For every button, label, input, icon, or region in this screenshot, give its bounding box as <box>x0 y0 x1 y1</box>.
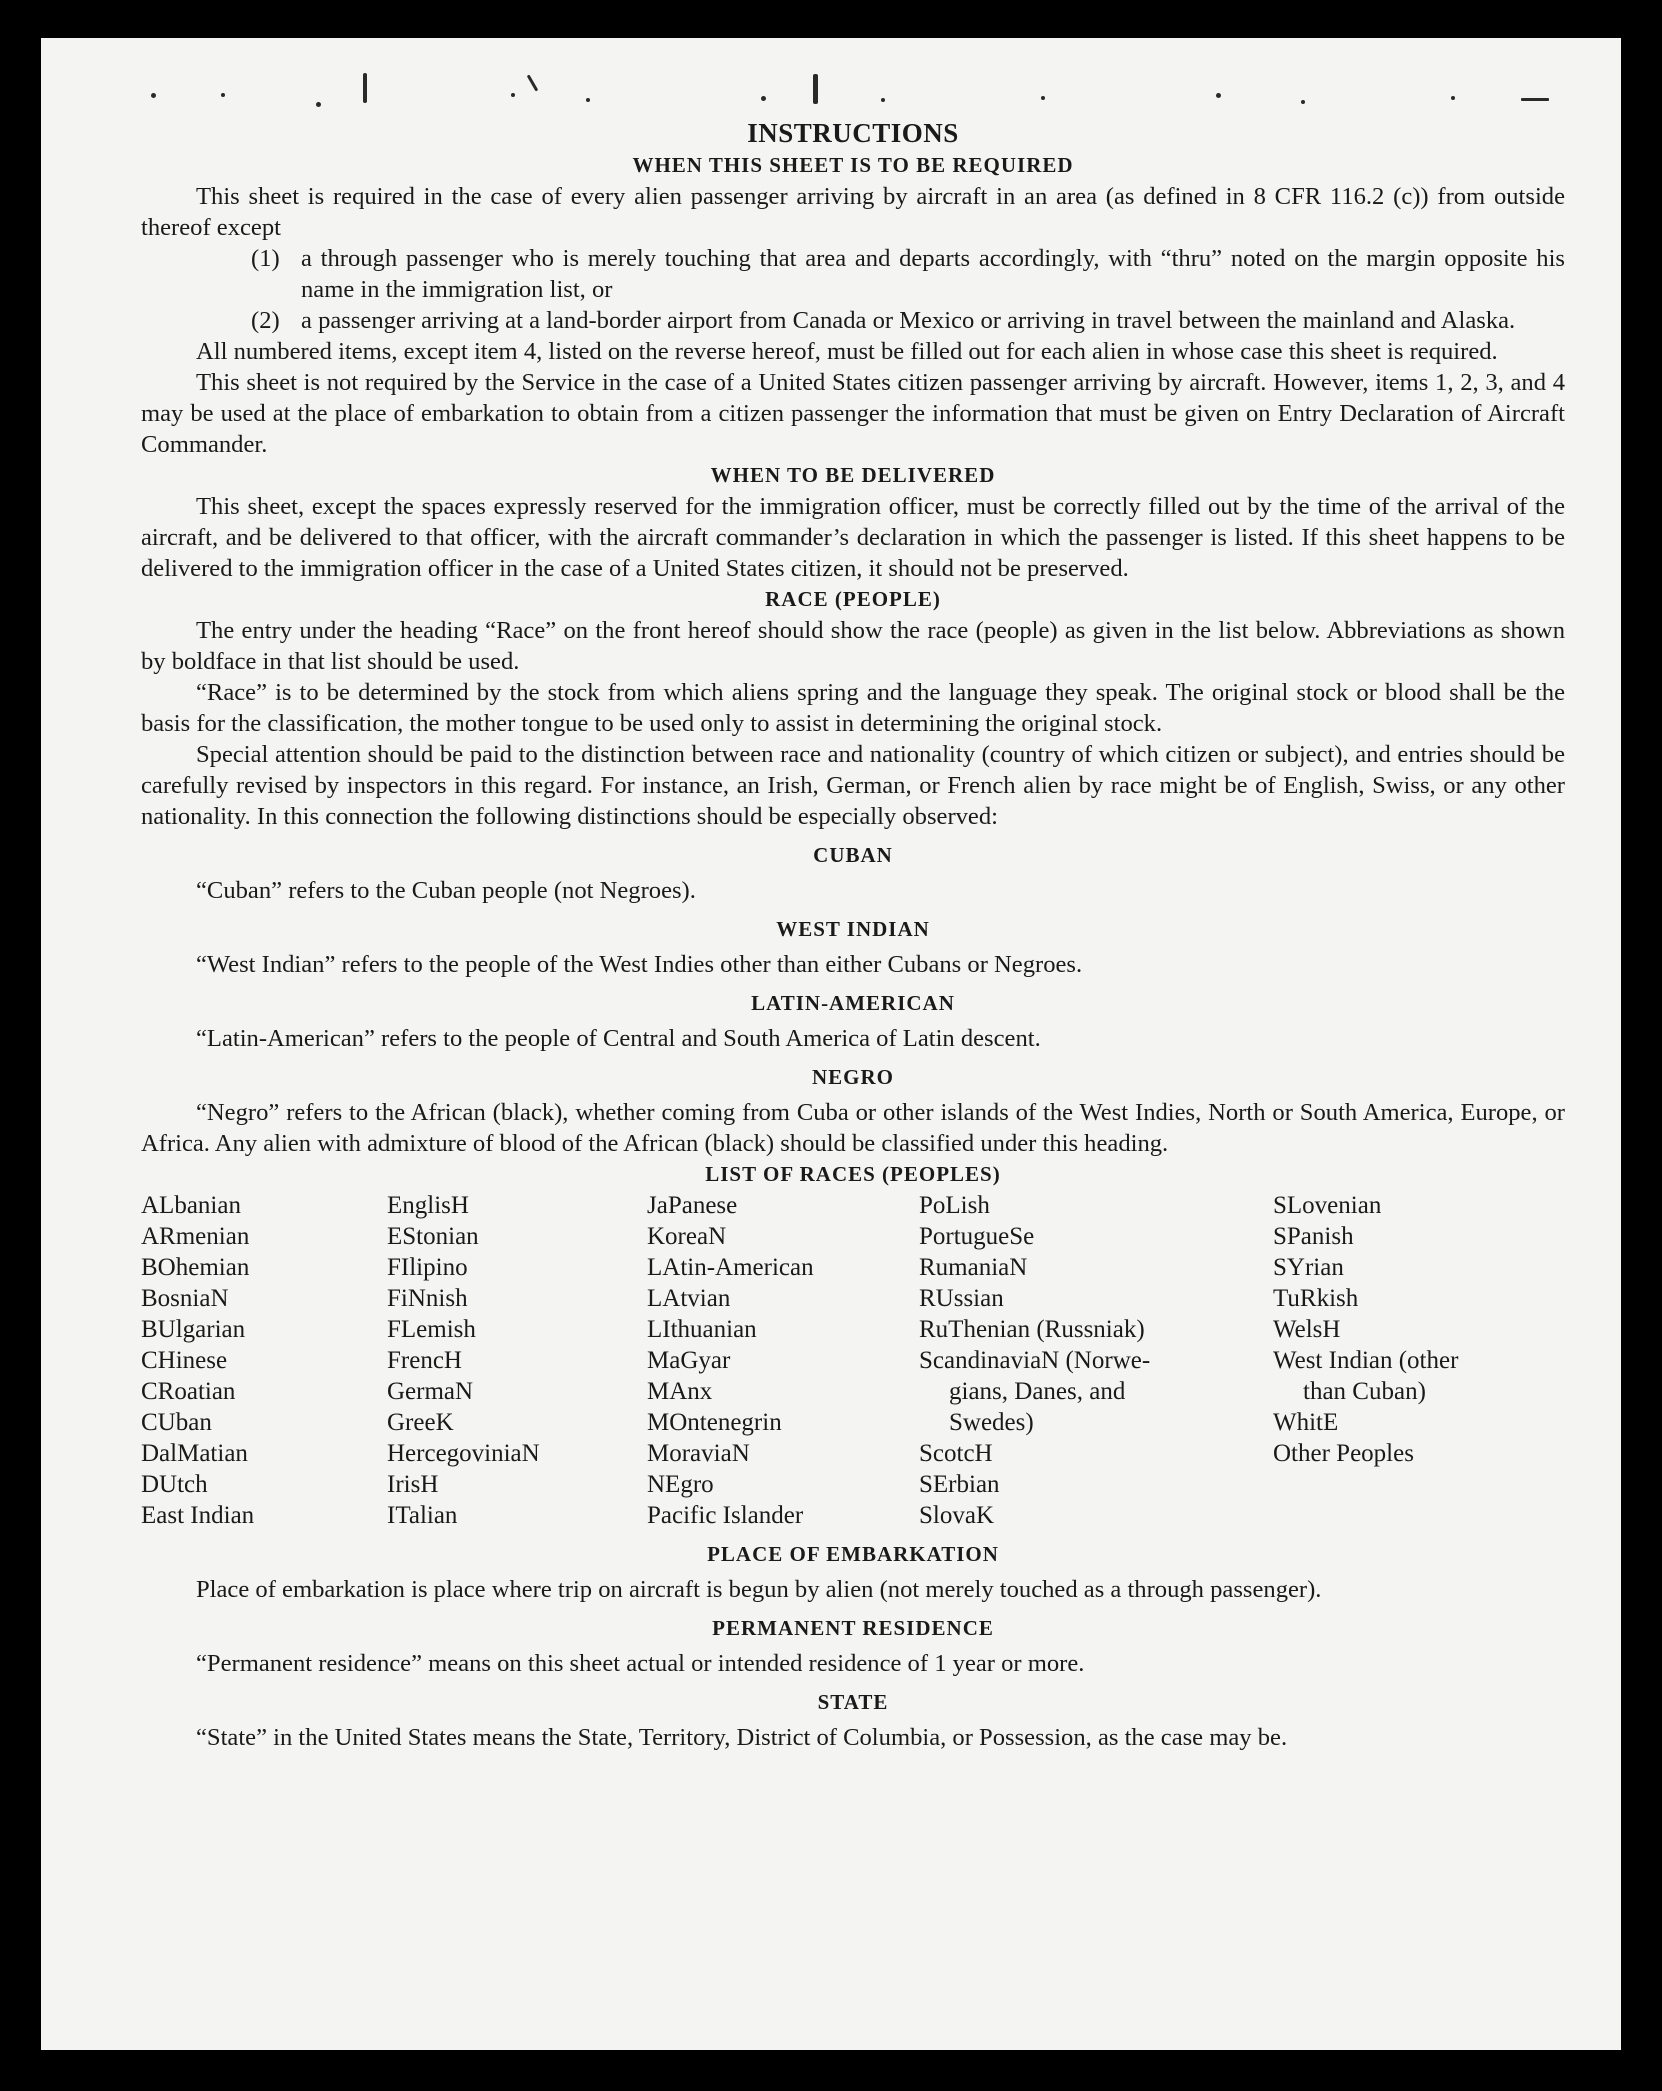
race-entry: DUtch <box>141 1471 208 1498</box>
race-entry: GermaN <box>387 1378 474 1405</box>
race-entry: FiNnish <box>387 1285 468 1312</box>
delivered-text: This sheet, except the spaces expressly reserved for the immigration officer, must be correctly filled out by the time of the arrival of the aircraft, and be delivered to that officer, with the aircraft commander’s declaration in which the passenger is listed. If this sheet happens to be delivered to the immigration officer in the case of a United States citizen, it should not be preserved. <box>141 493 1565 582</box>
race-entry: RuThenian (Russniak) <box>919 1316 1145 1343</box>
race-entry: KoreaN <box>647 1223 727 1250</box>
required-intro: This sheet is required in the case of every alien passenger arriving by aircraft in an area (as defined in 8 CFR 116.2 (c)) from outside thereof except <box>141 183 1565 241</box>
cuban-text: “Cuban” refers to the Cuban people (not Negroes). <box>196 877 696 904</box>
races-column-5 <box>1273 1190 1565 1531</box>
west-indian-text: “West Indian” refers to the people of the West Indies other than either Cubans or Negroes. <box>196 951 1083 978</box>
item-text: a through passenger who is merely touching that area and departs accordingly, with “thru” noted on the margin opposite his name in the immigration list, or <box>301 245 1565 303</box>
race-entry: NEgro <box>647 1471 714 1498</box>
race-entry: LAtvian <box>647 1285 731 1312</box>
races-column-1 <box>141 1190 387 1531</box>
race-entry: FrencH <box>387 1347 462 1374</box>
required-para-3: This sheet is not required by the Service in the case of a United States citizen passenger arriving by aircraft. However, items 1, 2, 3, and 4 may be used at the place of embarkation to obtain from a citizen passenger the information that must be given on Entry Declaration of Aircraft Commander. <box>141 369 1565 458</box>
race-entry: CUban <box>141 1409 212 1436</box>
race-entry: MoraviaN <box>647 1440 750 1467</box>
race-entry: Pacific Islander <box>647 1502 804 1529</box>
race-entry: MAnx <box>647 1378 713 1405</box>
heading-embarkation: PLACE OF EMBARKATION <box>707 1542 999 1566</box>
race-entry: SlovaK <box>919 1502 994 1529</box>
race-para-2: “Race” is to be determined by the stock from which aliens spring and the language they speak. The original stock or blood shall be the basis for the classification, the mother tongue to be used only to assist in determining the original stock. <box>141 679 1565 737</box>
race-entry: SLovenian <box>1273 1192 1382 1219</box>
residence-text: “Permanent residence” means on this sheet actual or intended residence of 1 year or more. <box>196 1650 1085 1677</box>
race-entry: PoLish <box>919 1192 990 1219</box>
race-entry: East Indian <box>141 1502 255 1529</box>
race-entry-continued: Swedes) <box>949 1409 1034 1436</box>
race-entry: Other Peoples <box>1273 1440 1414 1467</box>
heading-when-required: WHEN THIS SHEET IS TO BE REQUIRED <box>632 153 1074 177</box>
race-entry: IrisH <box>387 1471 439 1498</box>
races-column-4 <box>919 1190 1273 1531</box>
race-entry: ScandinaviaN (Norwe- <box>919 1347 1151 1374</box>
race-entry: DalMatian <box>141 1440 248 1467</box>
heading-west-indian: WEST INDIAN <box>776 917 930 941</box>
required-para-2: All numbered items, except item 4, listed on the reverse hereof, must be filled out for each alien in whose case this sheet is required. <box>196 338 1498 365</box>
item-number: (2) <box>251 307 280 334</box>
race-entry: SPanish <box>1273 1223 1354 1250</box>
heading-list-of-races: LIST OF RACES (PEOPLES) <box>705 1162 1001 1186</box>
race-entry-continued: gians, Danes, and <box>949 1378 1126 1405</box>
race-entry: LAtin-American <box>647 1254 814 1281</box>
instructions-content <box>141 116 1565 1753</box>
race-para-1: The entry under the heading “Race” on the front hereof should show the race (people) as given in the list below. Abbreviations as shown by boldface in that list should be used. <box>141 617 1565 675</box>
race-entry: ARmenian <box>141 1223 250 1250</box>
race-entry: MaGyar <box>647 1347 731 1374</box>
race-entry: LIthuanian <box>647 1316 757 1343</box>
race-entry: ScotcH <box>919 1440 993 1467</box>
race-entry: JaPanese <box>647 1192 738 1219</box>
race-entry: ALbanian <box>141 1192 241 1219</box>
race-entry: SErbian <box>919 1471 1000 1498</box>
exception-item-2 <box>251 305 1565 336</box>
exception-item-1 <box>251 243 1565 305</box>
race-entry: MOntenegrin <box>647 1409 782 1436</box>
page-title: INSTRUCTIONS <box>747 118 959 148</box>
race-entry: CRoatian <box>141 1378 236 1405</box>
item-number: (1) <box>251 245 280 272</box>
heading-race: RACE (PEOPLE) <box>765 587 941 611</box>
race-entry: BOhemian <box>141 1254 250 1281</box>
heading-latin-american: LATIN-AMERICAN <box>751 991 955 1015</box>
state-text: “State” in the United States means the State, Territory, District of Columbia, or Possession, as the case may be. <box>196 1724 1288 1751</box>
race-entry: SYrian <box>1273 1254 1344 1281</box>
race-entry: HercegoviniaN <box>387 1440 540 1467</box>
item-text: a passenger arriving at a land-border airport from Canada or Mexico or arriving in travel between the mainland and Alaska. <box>301 307 1516 334</box>
race-entry: EnglisH <box>387 1192 469 1219</box>
race-entry: PortugueSe <box>919 1223 1035 1250</box>
heading-when-delivered: WHEN TO BE DELIVERED <box>710 463 996 487</box>
race-entry: BosniaN <box>141 1285 229 1312</box>
races-column-3 <box>647 1190 919 1531</box>
race-entry: RUssian <box>919 1285 1004 1312</box>
race-entry: FLemish <box>387 1316 476 1343</box>
document-sheet <box>41 38 1621 2050</box>
races-list <box>141 1190 1565 1531</box>
race-entry: RumaniaN <box>919 1254 1028 1281</box>
races-column-2 <box>387 1190 647 1531</box>
heading-cuban: CUBAN <box>813 843 893 867</box>
heading-state: STATE <box>817 1690 889 1714</box>
latin-american-text: “Latin-American” refers to the people of Central and South America of Latin descent. <box>196 1025 1041 1052</box>
race-para-3: Special attention should be paid to the distinction between race and nationality (country of which citizen or subject), and entries should be carefully revised by inspectors in this regard. For instance, an Irish, German, or French alien by race might be of English, Swiss, or any other nationality. In this connection the following distinctions should be especially observed: <box>141 741 1565 830</box>
race-entry: BUlgarian <box>141 1316 246 1343</box>
race-entry: GreeK <box>387 1409 454 1436</box>
race-entry: WhitE <box>1273 1409 1339 1436</box>
race-entry: EStonian <box>387 1223 479 1250</box>
race-entry: ITalian <box>387 1502 458 1529</box>
race-entry: CHinese <box>141 1347 228 1374</box>
heading-residence: PERMANENT RESIDENCE <box>712 1616 994 1640</box>
race-entry: WelsH <box>1273 1316 1341 1343</box>
race-entry-continued: than Cuban) <box>1303 1378 1426 1405</box>
negro-text: “Negro” refers to the African (black), whether coming from Cuba or other islands of the West Indies, North or South America, Europe, or Africa. Any alien with admixture of blood of the African (black) should be classified under this heading. <box>141 1099 1565 1157</box>
race-entry: FIlipino <box>387 1254 468 1281</box>
heading-negro: NEGRO <box>811 1065 894 1089</box>
embarkation-text: Place of embarkation is place where trip on aircraft is begun by alien (not merely touched as a through passenger). <box>196 1576 1322 1603</box>
race-entry: West Indian (other <box>1273 1347 1459 1374</box>
race-entry: TuRkish <box>1273 1285 1359 1312</box>
